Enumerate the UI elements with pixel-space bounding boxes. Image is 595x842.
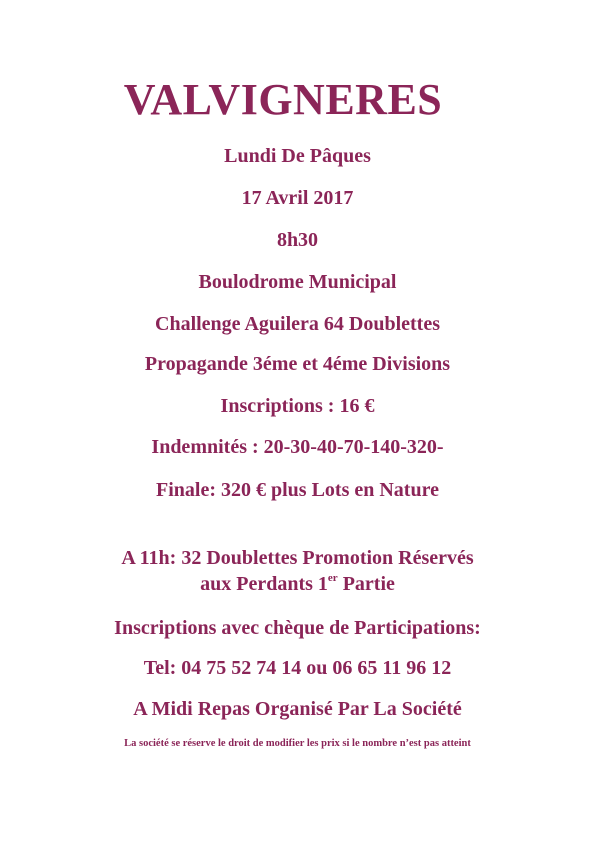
- event-venue: Boulodrome Municipal: [198, 271, 397, 293]
- disclaimer-text: La société se réserve le droit de modifier les prix si le nombre n’est pas atteint: [124, 738, 471, 749]
- promotion-line-2-prefix: aux Perdants 1: [200, 573, 328, 595]
- event-day: Lundi De Pâques: [224, 145, 371, 167]
- promotion-line-1: A 11h: 32 Doublettes Promotion Réservés: [121, 547, 474, 569]
- registration-cheque-line: Inscriptions avec chèque de Participations:: [114, 617, 481, 639]
- promotion-line-2: [0, 574, 595, 594]
- promotion-line-2-suffix: Partie: [337, 573, 395, 595]
- poster-title: VALVIGNERES: [123, 75, 443, 124]
- challenge-line: Challenge Aguilera 64 Doublettes: [155, 313, 440, 335]
- final-prize-line: Finale: 320 € plus Lots en Nature: [156, 479, 439, 501]
- ordinal-superscript: er: [327, 572, 338, 584]
- meal-line: A Midi Repas Organisé Par La Société: [133, 698, 462, 720]
- event-time: 8h30: [276, 229, 319, 251]
- phone-line: Tel: 04 75 52 74 14 ou 06 65 11 96 12: [143, 657, 452, 679]
- event-date: 17 Avril 2017: [241, 187, 354, 209]
- indemnities-line: Indemnités : 20-30-40-70-140-320-: [151, 436, 444, 458]
- divisions-line: Propagande 3éme et 4éme Divisions: [144, 353, 451, 375]
- registration-fee: Inscriptions : 16 €: [220, 395, 375, 417]
